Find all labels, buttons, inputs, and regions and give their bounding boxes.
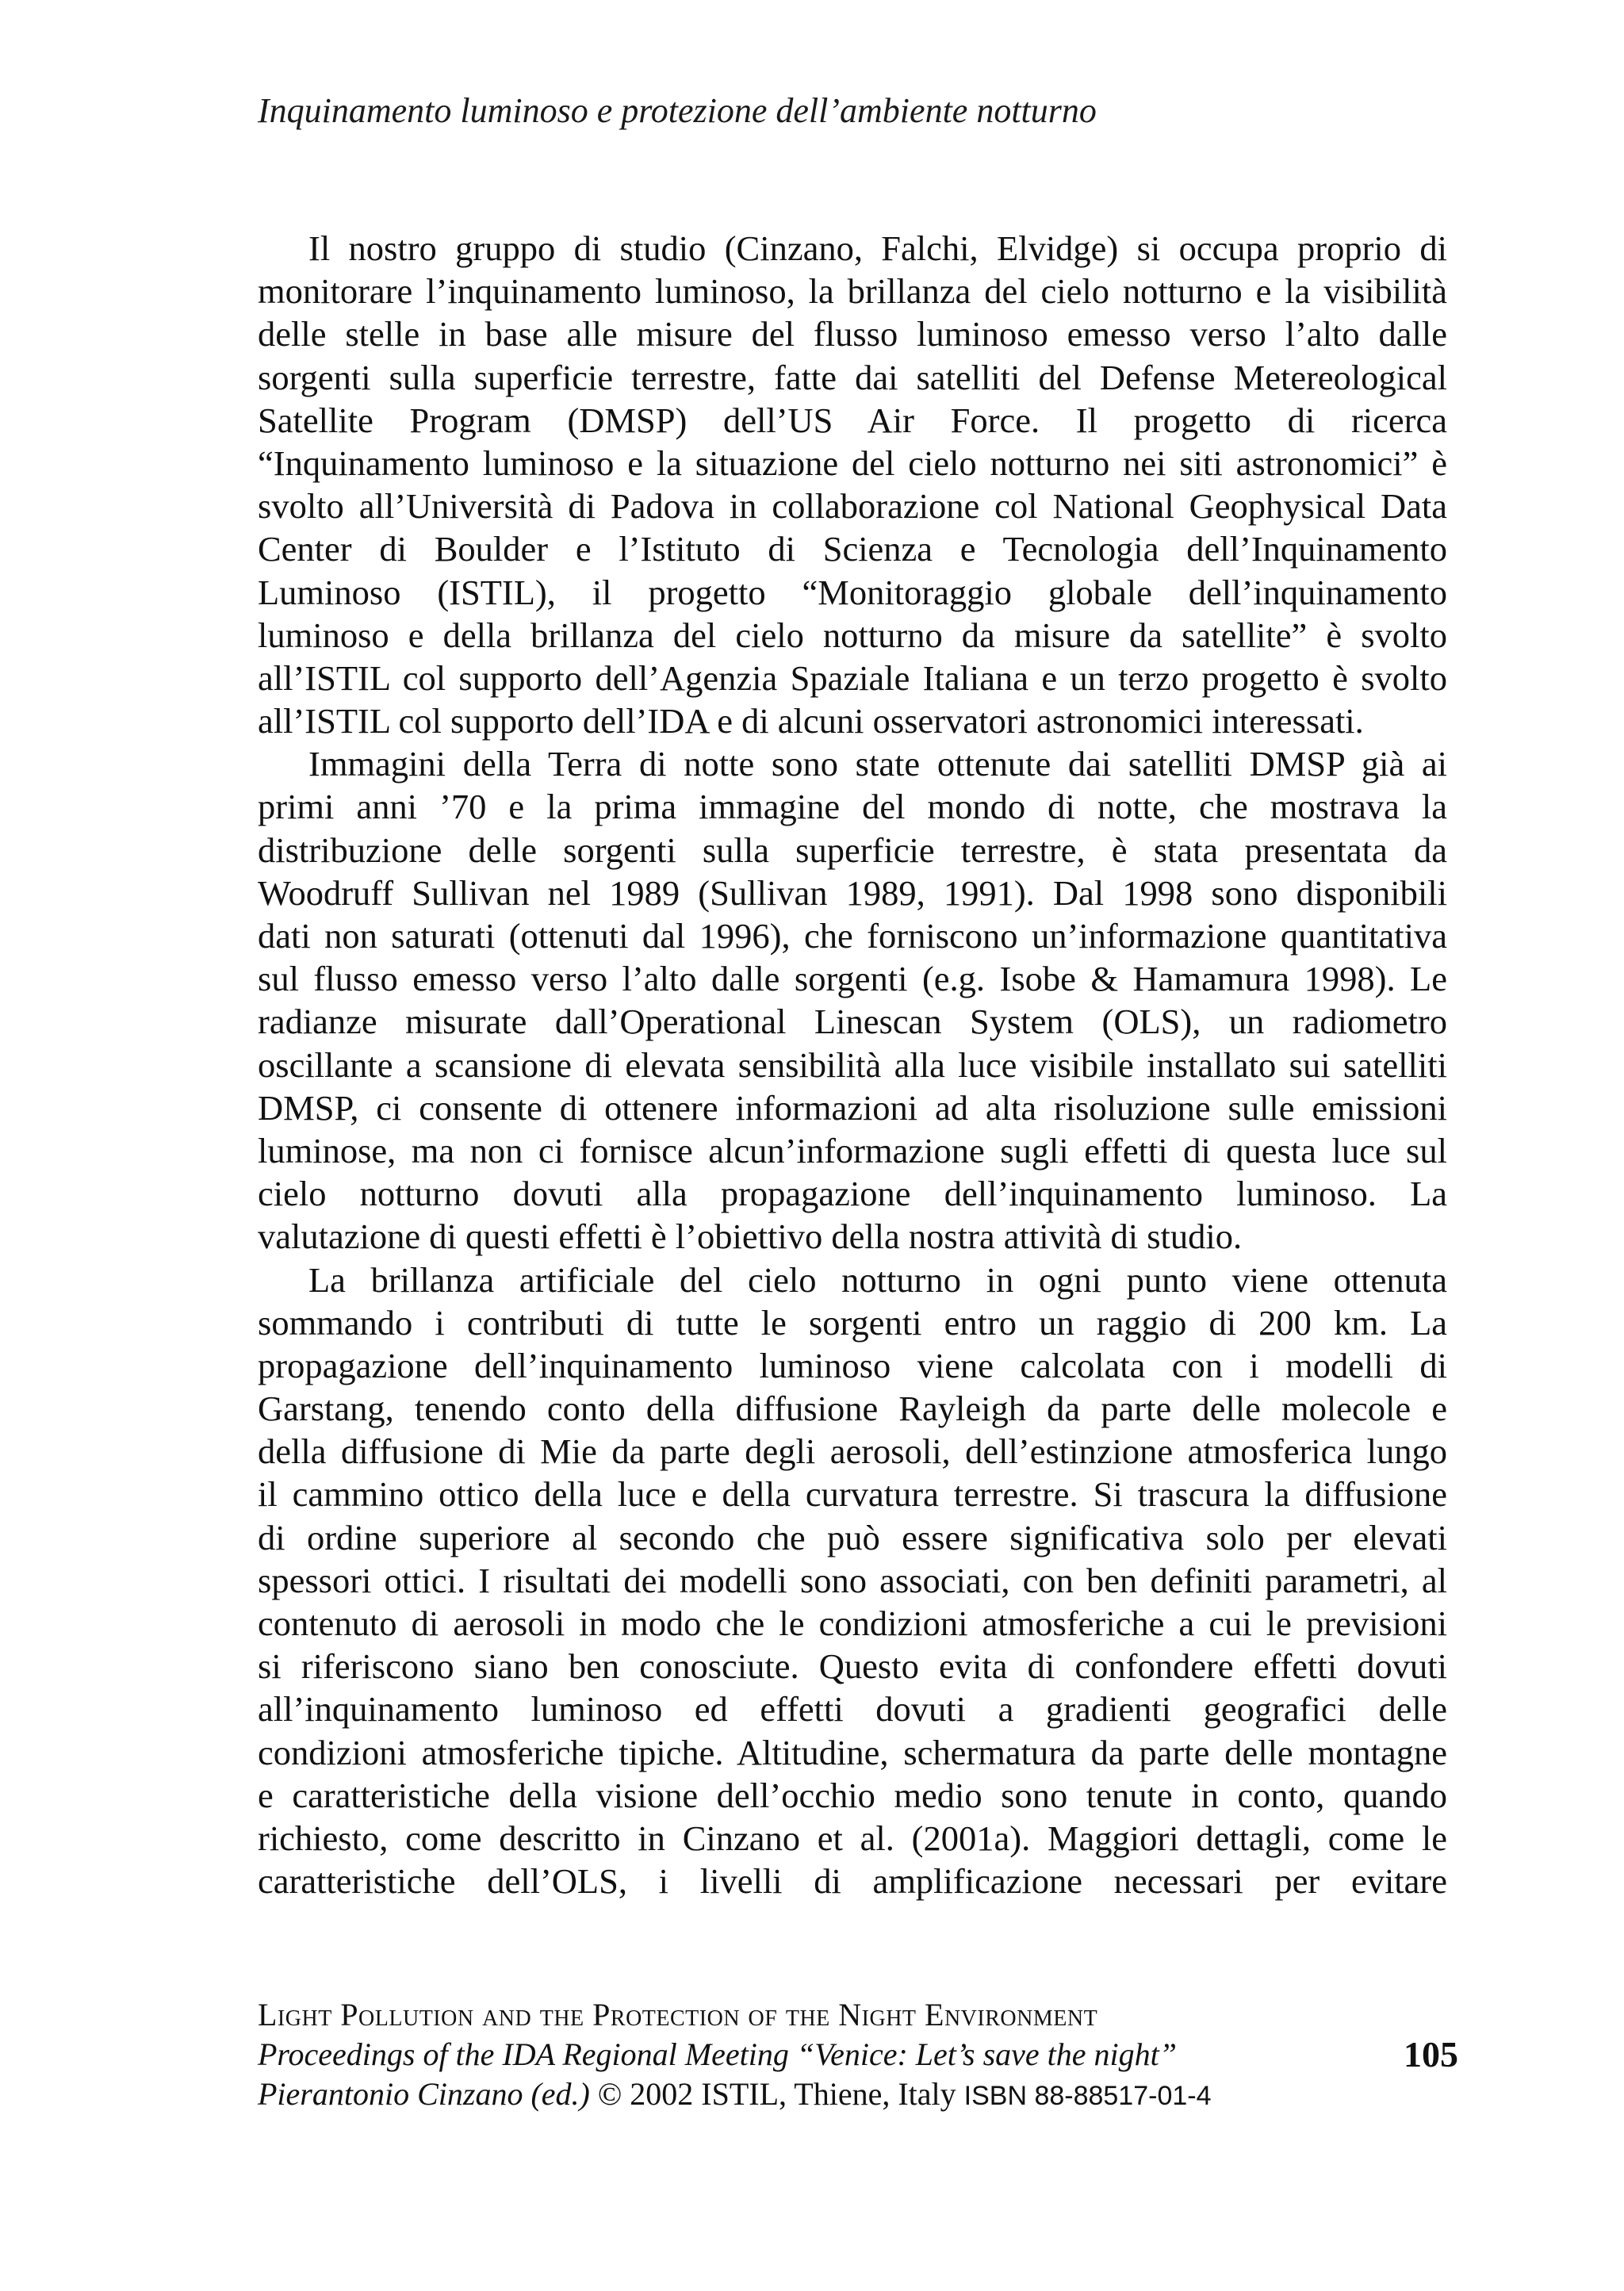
text-line: primi anni ’70 e la prima immagine del mondo di notte, che mostrava la [258,787,1447,827]
text-line: luminoso e della brillanza del cielo notturno da misure da satellite” è svolto [258,615,1447,655]
text-line: Woodruff Sullivan nel 1989 (Sullivan 1989, 1991). Dal 1998 sono disponibili [258,872,1447,913]
text-line: condizioni atmosferiche tipiche. Altitudine, schermatura da parte delle montagne [258,1732,1447,1772]
text-line: sommando i contributi di tutte le sorgenti entro un raggio di 200 km. La [258,1302,1447,1343]
text-line: Il nostro gruppo di studio (Cinzano, Falchi, Elvidge) si occupa proprio di [308,228,1447,268]
text-line: di ordine superiore al secondo che può essere significativa solo per elevati [258,1517,1447,1557]
text-line: caratteristiche dell’OLS, i livelli di amplificazione necessari per evitare [258,1861,1447,1902]
text-line: Immagini della Terra di notte sono state ottenute dai satelliti DMSP già ai [308,744,1447,784]
text-line: Luminoso (ISTIL), il progetto “Monitoraggio globale dell’inquinamento [258,572,1447,612]
running-header: Inquinamento luminoso e protezione dell’ambiente notturno [258,91,1097,130]
text-line: radianze misurate dall’Operational Linescan System (OLS), un radiometro [258,1002,1447,1042]
text-line: della diffusione di Mie da parte degli aerosoli, dell’estinzione atmosferica lungo [258,1431,1447,1472]
page-number: 105 [1404,2034,1458,2075]
text-line: si riferiscono siano ben conosciute. Questo evita di confondere effetti dovuti [258,1646,1447,1687]
text-line: La brillanza artificiale del cielo notturno in ogni punto viene ottenuta [308,1259,1447,1300]
body-text [258,227,1447,1902]
page-footer [258,1995,1447,2114]
text-line: valutazione di questi effetti è l’obiettivo della nostra attività di studio. [258,1216,1243,1257]
text-line: delle stelle in base alle misure del flusso luminoso emesso verso l’alto dalle [258,314,1447,354]
publication-info [258,2075,1447,2114]
paragraph-2 [258,742,1447,1258]
text-line: Satellite Program (DMSP) dell’US Air Force. Il progetto di ricerca [258,400,1447,440]
text-line: cielo notturno dovuti alla propagazione dell’inquinamento luminoso. La [258,1174,1447,1214]
text-line: sul flusso emesso verso l’alto dalle sorgenti (e.g. Isobe & Hamamura 1998). Le [258,959,1447,999]
isbn: ISBN 88-88517-01-4 [963,2081,1212,2111]
text-line: all’inquinamento luminoso ed effetti dovuti a gradienti geografici delle [258,1689,1447,1730]
text-line: monitorare l’inquinamento luminoso, la brillanza del cielo notturno e la visibilità [258,271,1447,312]
text-line: contenuto di aerosoli in modo che le condizioni atmosferiche a cui le previsioni [258,1603,1447,1643]
paragraph-3 [258,1259,1447,1903]
copyright: © 2002 ISTIL, Thiene, Italy [597,2076,956,2112]
text-line: sorgenti sulla superficie terrestre, fatte dai satelliti del Defense Metereological [258,357,1447,397]
editor: Pierantonio Cinzano (ed.) [258,2076,590,2112]
text-line: richiesto, come descritto in Cinzano et al. (2001a). Maggiori dettagli, come le [258,1818,1447,1858]
text-line: all’ISTIL col supporto dell’Agenzia Spaziale Italiana e un terzo progetto è svolto [258,657,1447,698]
text-line: svolto all’Università di Padova in collaborazione col National Geophysical Data [258,486,1447,527]
series-title: Light Pollution and the Protection of the Night Environment [258,1997,1098,2032]
text-line: luminose, ma non ci fornisce alcun’informazione sugli effetti di questa luce sul [258,1130,1447,1170]
text-line: DMSP, ci consente di ottenere informazioni ad alta risoluzione sulle emissioni [258,1087,1447,1128]
text-line: oscillante a scansione di elevata sensibilità alla luce visibile installato sui satelliti [258,1044,1447,1085]
text-line: dati non saturati (ottenuti dal 1996), che forniscono un’informazione quantitativa [258,916,1447,956]
text-line: spessori ottici. I risultati dei modelli sono associati, con ben definiti parametri, al [258,1560,1447,1600]
text-line: all’ISTIL col supporto dell’IDA e di alcuni osservatori astronomici interessati. [258,701,1364,741]
text-line: propagazione dell’inquinamento luminoso viene calcolata con i modelli di [258,1345,1447,1385]
proceedings-title: Proceedings of the IDA Regional Meeting “Venice: Let’s save the night” [258,2036,1178,2072]
paragraph-1 [258,227,1447,742]
text-line: Garstang, tenendo conto della diffusione Rayleigh da parte delle molecole e [258,1389,1447,1429]
text-line: il cammino ottico della luce e della curvatura terrestre. Si trascura la diffusione [258,1474,1447,1515]
text-line: Center di Boulder e l’Istituto di Scienza e Tecnologia dell’Inquinamento [258,529,1447,569]
text-line: e caratteristiche della visione dell’occhio medio sono tenute in conto, quando [258,1775,1447,1815]
text-line: “Inquinamento luminoso e la situazione del cielo notturno nei siti astronomici” è [258,442,1447,483]
text-line: distribuzione delle sorgenti sulla superficie terrestre, è stata presentata da [258,829,1447,870]
